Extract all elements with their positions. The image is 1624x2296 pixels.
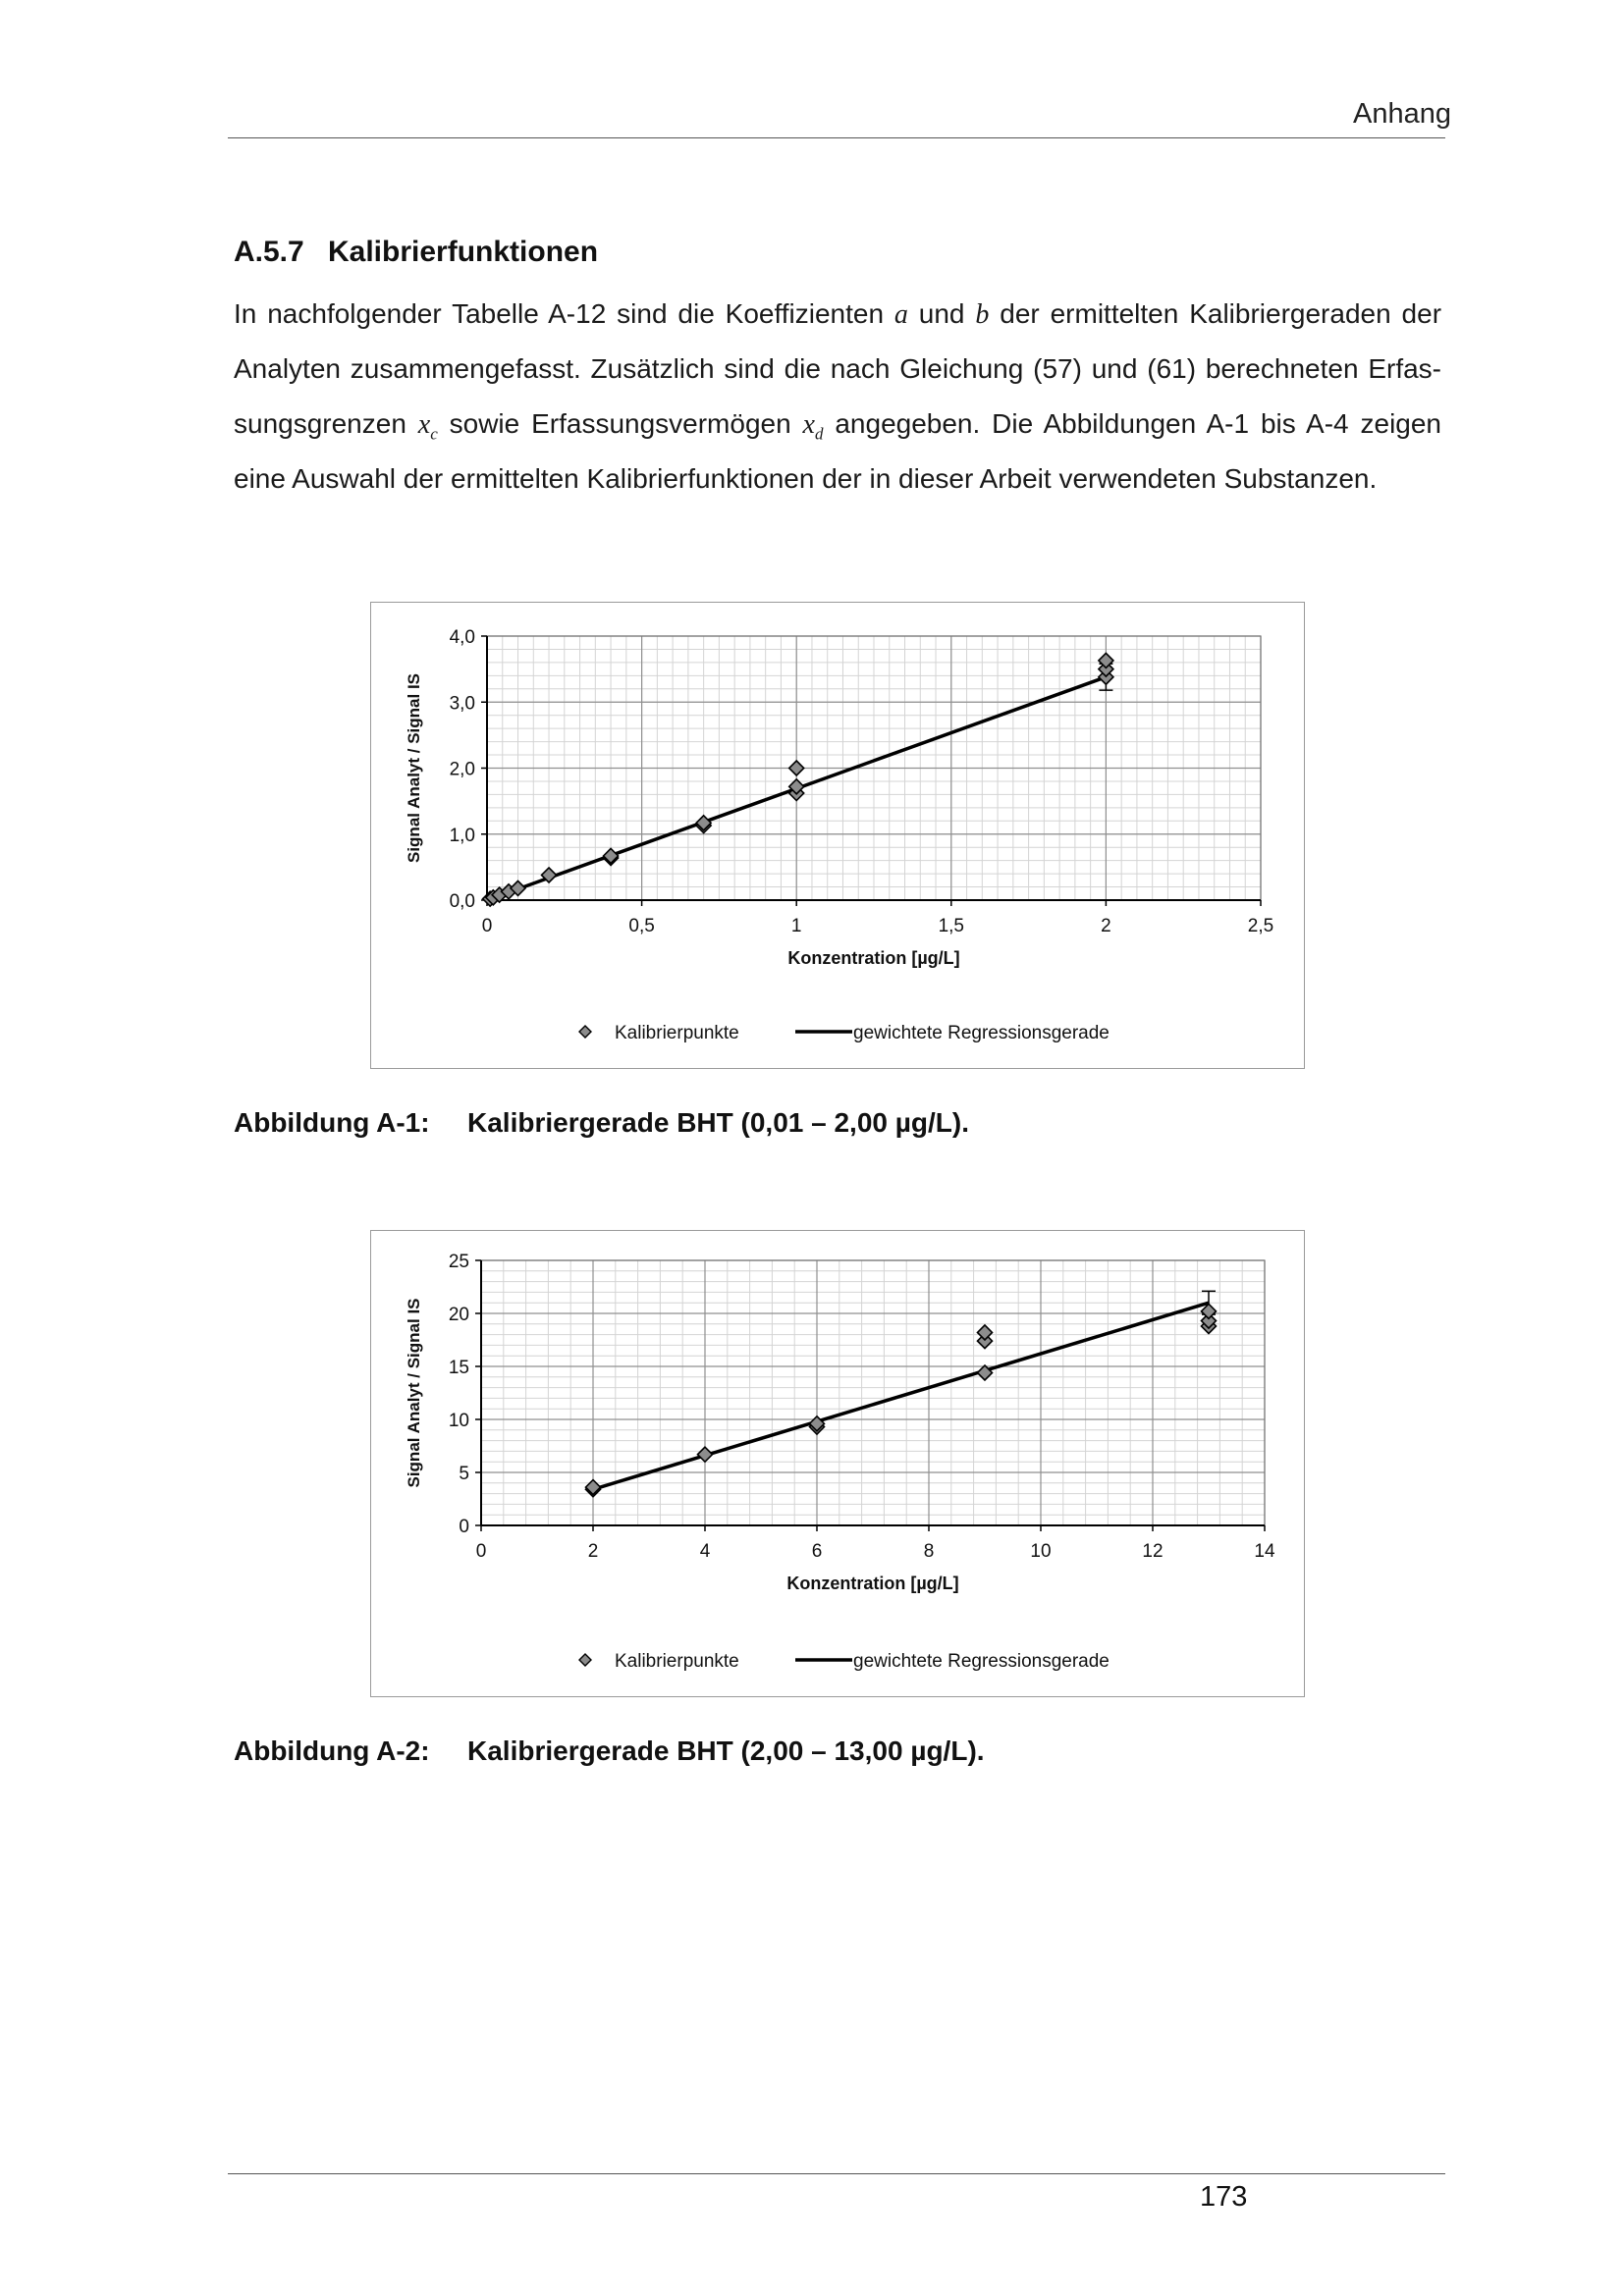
x-tick-label: 2,5	[1247, 916, 1274, 936]
running-header: Anhang	[1353, 98, 1451, 130]
text-run: angegeben. Die Abbildungen A-1 bis A-4 zeigen	[823, 408, 1442, 439]
legend-label: gewichtete Regressionsgerade	[853, 1651, 1110, 1672]
legend-marker-diamond	[579, 1654, 591, 1666]
y-tick-label: 2,0	[449, 759, 475, 780]
paragraph-line-3	[234, 397, 1441, 452]
subscript-d: d	[814, 424, 824, 444]
figure-a2-chart	[370, 1230, 1305, 1697]
figure-caption-text: Kalibriergerade BHT (2,00 – 13,00 µg/L).	[467, 1735, 985, 1766]
x-tick-label: 0,5	[628, 916, 655, 936]
body-paragraph	[234, 287, 1441, 507]
y-tick-label: 25	[448, 1252, 469, 1272]
paragraph-line-4: eine Auswahl der ermittelten Kalibrierfunktionen der in dieser Arbeit verwendeten Substanzen.	[234, 463, 1378, 494]
x-tick-label: 0	[475, 1541, 487, 1562]
x-tick-label: 12	[1142, 1541, 1164, 1562]
figure-caption-text: Kalibriergerade BHT (0,01 – 2,00 µg/L).	[467, 1107, 969, 1138]
page-number: 173	[1200, 2181, 1248, 2213]
x-axis-label: Konzentration [µg/L]	[786, 1574, 959, 1593]
y-tick-label: 5	[459, 1464, 469, 1484]
y-tick-label: 0,0	[449, 891, 475, 912]
x-tick-label: 2	[587, 1541, 599, 1562]
section-number: A.5.7	[234, 236, 304, 268]
math-x: x	[802, 409, 815, 440]
paragraph-line-2: Analyten zusammengefasst. Zusätzlich sind die nach Gleichung (57) und (61) berechneten Erfas-	[234, 353, 1441, 384]
y-tick-label: 1,0	[449, 825, 475, 846]
math-x: x	[417, 409, 431, 440]
y-tick-label: 10	[448, 1411, 469, 1431]
x-tick-label: 1,5	[938, 916, 965, 936]
math-a: a	[893, 299, 908, 330]
y-tick-label: 15	[448, 1358, 469, 1378]
figure-label: Abbildung A-1:	[234, 1107, 430, 1138]
y-tick-label: 3,0	[449, 693, 475, 715]
y-tick-label: 20	[448, 1305, 469, 1325]
text-run: der ermittelten Kalibriergeraden der	[989, 298, 1442, 329]
text-run: und	[907, 298, 976, 329]
y-axis-label: Signal Analyt / Signal IS	[405, 1298, 423, 1488]
data-point	[978, 1325, 993, 1340]
section-title: Kalibrierfunktionen	[328, 236, 599, 268]
text-run: sungsgrenzen	[234, 408, 418, 439]
paragraph-line-1	[234, 287, 1441, 342]
x-tick-label: 6	[811, 1541, 823, 1562]
y-axis-label: Signal Analyt / Signal IS	[405, 672, 423, 864]
x-tick-label: 4	[699, 1541, 711, 1562]
legend-label: Kalibrierpunkte	[615, 1651, 739, 1672]
figure-a2-caption	[234, 1735, 985, 1767]
data-point	[698, 1447, 713, 1462]
x-tick-label: 10	[1030, 1541, 1052, 1562]
footer-rule	[228, 2173, 1445, 2174]
y-tick-label: 4,0	[449, 627, 475, 648]
data-point	[789, 761, 804, 775]
text-run: In nachfolgender Tabelle A-12 sind die Koeffizienten	[234, 298, 894, 329]
x-tick-label: 14	[1254, 1541, 1275, 1562]
chart-a2-svg	[371, 1231, 1304, 1696]
x-tick-label: 1	[790, 916, 802, 936]
figure-a1-chart	[370, 602, 1305, 1069]
data-point	[1099, 653, 1113, 667]
subscript-c: c	[430, 424, 438, 444]
legend-label: gewichtete Regressionsgerade	[853, 1023, 1110, 1043]
figure-a1-caption	[234, 1107, 969, 1139]
y-tick-label: 0	[459, 1517, 469, 1537]
figure-label: Abbildung A-2:	[234, 1735, 430, 1766]
chart-a1-svg	[371, 603, 1304, 1068]
legend-marker-diamond	[579, 1026, 591, 1038]
section-heading	[234, 236, 598, 269]
x-tick-label: 8	[923, 1541, 935, 1562]
x-tick-label: 2	[1101, 916, 1111, 936]
x-tick-label: 0	[481, 916, 493, 936]
header-rule	[228, 137, 1445, 138]
x-axis-label: Konzentration [µg/L]	[787, 948, 960, 968]
legend-label: Kalibrierpunkte	[615, 1023, 739, 1043]
text-run: sowie Erfassungsvermögen	[437, 408, 803, 439]
math-b: b	[975, 299, 990, 330]
